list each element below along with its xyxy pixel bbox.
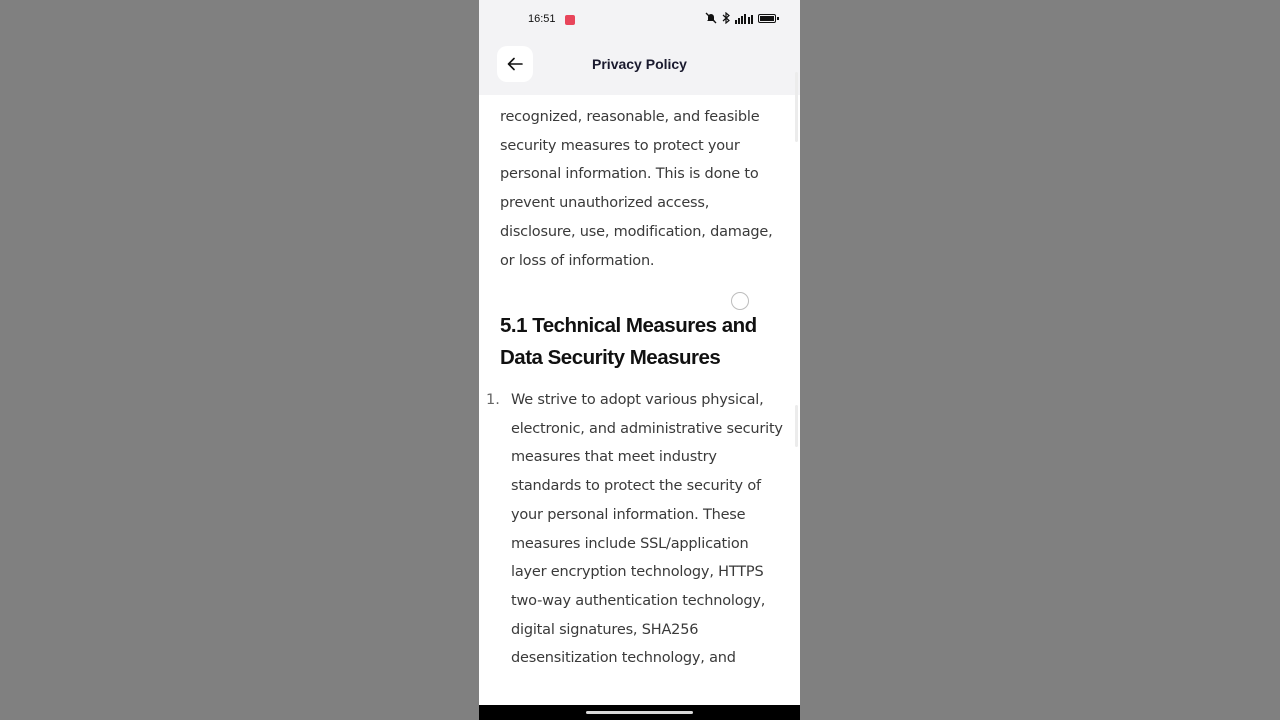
bluetooth-icon <box>722 12 730 24</box>
navigation-bar <box>479 705 800 720</box>
scrollbar-top <box>795 72 798 142</box>
mute-icon <box>705 12 717 24</box>
section-heading: 5.1 Technical Measures and Data Security Measures <box>500 314 757 369</box>
app-header <box>479 40 800 95</box>
list-item-text: We strive to adopt various physical, electronic, and administrative security measures that meet industry standards to protect the security of your personal information. These measures include SSL/application layer encryption technology, HTTPS two-way authentication technology, digital signatures, SHA256 desensitization technology, and <box>511 392 783 667</box>
battery-icon <box>758 14 776 23</box>
status-time: 16:51 <box>528 13 556 25</box>
scrollbar-thumb[interactable] <box>795 405 798 447</box>
page-title: Privacy Policy <box>592 56 687 72</box>
touch-indicator <box>731 292 749 310</box>
phone-screen <box>479 0 800 720</box>
intro-paragraph: recognized, reasonable, and feasible security measures to protect your personal information. This is done to prevent unauthorized access, disclosure, use, modification, damage, or loss of information. <box>500 109 773 269</box>
signal-icon <box>735 13 753 24</box>
screen-record-icon <box>565 15 575 25</box>
status-icons <box>705 12 776 24</box>
list-item-number: 1. <box>486 392 500 408</box>
policy-content[interactable] <box>479 95 800 705</box>
home-indicator[interactable] <box>586 711 693 714</box>
status-bar <box>479 0 800 40</box>
